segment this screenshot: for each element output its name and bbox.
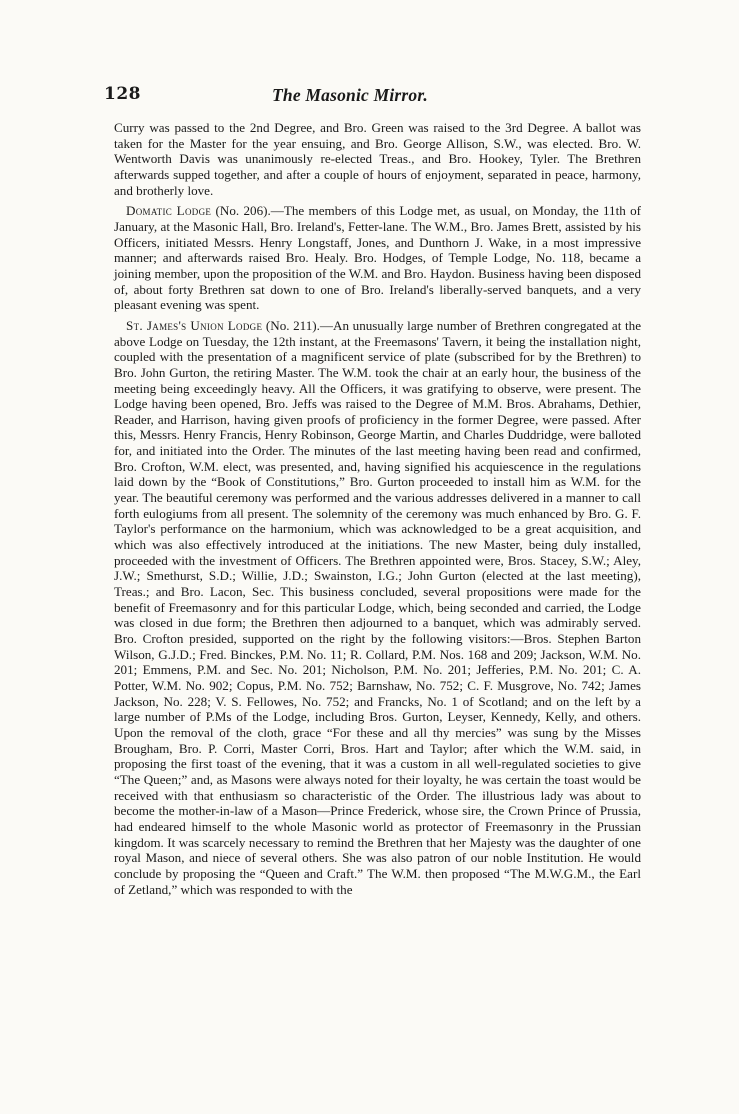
paragraph-st-james-union-lodge bbox=[114, 318, 641, 897]
page-header bbox=[104, 84, 640, 110]
paragraph-domatic-lodge bbox=[114, 203, 641, 313]
paragraph-text: Curry was passed to the 2nd Degree, and Bro. Green was raised to the 3rd Degree. A ballot was taken for the Master for the year ensuing, and Bro. George Allison, S.W., was elected. Bro. W. Wentworth Davis was unanimously re-elected Treas., and Bro. Hookey, Tyler. The Brethren afterwards supped together, and after a couple of hours of enjoyment, separated in peace, harmony, and brotherly love. bbox=[114, 120, 641, 198]
paragraph-text: (No. 211).—An unusually large number of Brethren congregated at the above Lodge on Tuesday, the 12th instant, at the Freemasons' Tavern, it being the installation night, coupled with the presentation of a magnificent service of plate (subscribed for by the Brethren) to Bro. John Gurton, the retiring Master. The W.M. took the chair at an early hour, the business of the meeting being exceedingly heavy. All the Officers, it was gratifying to observe, were present. The Lodge having been opened, Bro. Jeffs was raised to the Degree of M.M. Bros. Abrahams, Dethier, Reader, and Harrison, having given proofs of proficiency in the former Degree, were passed. After this, Messrs. Henry Francis, Henry Robinson, George Martin, and Charles Duddridge, were balloted for, and initiated into the Order. The minutes of the last meeting having been read and confirmed, Bro. Crofton, W.M. elect, was presented, and, having signified his acquiescence in the regulations laid down by the “Book of Constitutions,” Bro. Gurton proceeded to install him as W.M. for the year. The beautiful ceremony was performed and the various addresses delivered in a manner to call forth eulogiums from all present. The solemnity of the ceremony was much enhanced by Bro. G. F. Taylor's performance on the harmonium, which was acknowledged to be a great acquisition, and which was also effectively introduced at the initiations. The new Master, being duly installed, proceeded with the investment of Officers. The Brethren appointed were, Bros. Stacey, S.W.; Aley, J.W.; Smethurst, S.D.; Willie, J.D.; Swainston, I.G.; John Gurton (elected at the last meeting), Treas.; and Bro. Lacon, Sec. This business concluded, several propositions were made for the benefit of Freemasonry and for this particular Lodge, which, being seconded and carried, the Lodge was closed in due form; the Brethren then adjourned to a banquet, which was admirably served. Bro. Crofton presided, supported on the right by the following visitors:—Bros. Stephen Barton Wilson, G.J.D.; Fred. Binckes, P.M. No. 11; R. Collard, P.M. Nos. 168 and 209; Jackson, W.M. No. 201; Emmens, P.M. and Sec. No. 201; Nicholson, P.M. No. 201; Jefferies, P.M. No. 201; C. A. Potter, W.M. No. 902; Copus, P.M. No. 752; Barnshaw, No. 752; C. F. Musgrove, No. 742; James Jackson, No. 228; V. S. Fellowes, No. 752; and Francks, No. 1 of Scotland; and on the left by a large number of P.Ms of the Lodge, including Bros. Gurton, Leyser, Kennedy, Kelly, and others. Upon the removal of the cloth, grace “For these and all thy mercies” was sung by the Misses Brougham, Bro. P. Corri, Master Corri, Bros. Hart and Taylor; after which the W.M. said, in proposing the first toast of the evening, that it was a custom in all well-regulated societies to give “The Queen;” and, as Masons were always noted for their loyalty, he was certain the toast would be received with that enthusiasm so characteristic of the Order. The illustrious lady was about to become the mother-in-law of a Mason—Prince Frederick, whose sire, the Crown Prince of Prussia, had endeared himself to the whole Masonic world as protector of Freemasonry in the Prussian kingdom. It was scarcely necessary to remind the Brethren that her Majesty was the daughter of one royal Mason, and niece of several others. She was also patron of our noble Institution. He would conclude by proposing the “Queen and Craft.” The W.M. then proposed “The M.W.G.M., the Earl of Zetland,” which was responded to with the bbox=[114, 317, 642, 897]
paragraph-continuation bbox=[114, 120, 641, 198]
lodge-name: Domatic Lodge bbox=[126, 203, 212, 219]
paragraph-text: (No. 206).—The members of this Lodge met, as usual, on Monday, the 11th of January, at the Masonic Hall, Bro. Ireland's, Fetter-lane. The W.M., Bro. James Brett, assisted by his Officers, initiated Messrs. Henry Longstaff, Jones, and Dunthorn J. Wake, in a most impressive manner; and afterwards raised Bro. Healy. Bro. Hodges, of Temple Lodge, No. 118, became a joining member, upon the proposition of the W.M. and Bro. Haydon. Business having been disposed of, about forty Brethren sat down to one of Bro. Ireland's liberally-served banquets, and a very pleasant evening was spent. bbox=[114, 203, 642, 313]
article-body bbox=[114, 120, 641, 902]
running-title: The Masonic Mirror. bbox=[272, 85, 428, 105]
lodge-name: St. James's Union Lodge bbox=[126, 317, 263, 333]
page-number: 128 bbox=[104, 84, 141, 104]
